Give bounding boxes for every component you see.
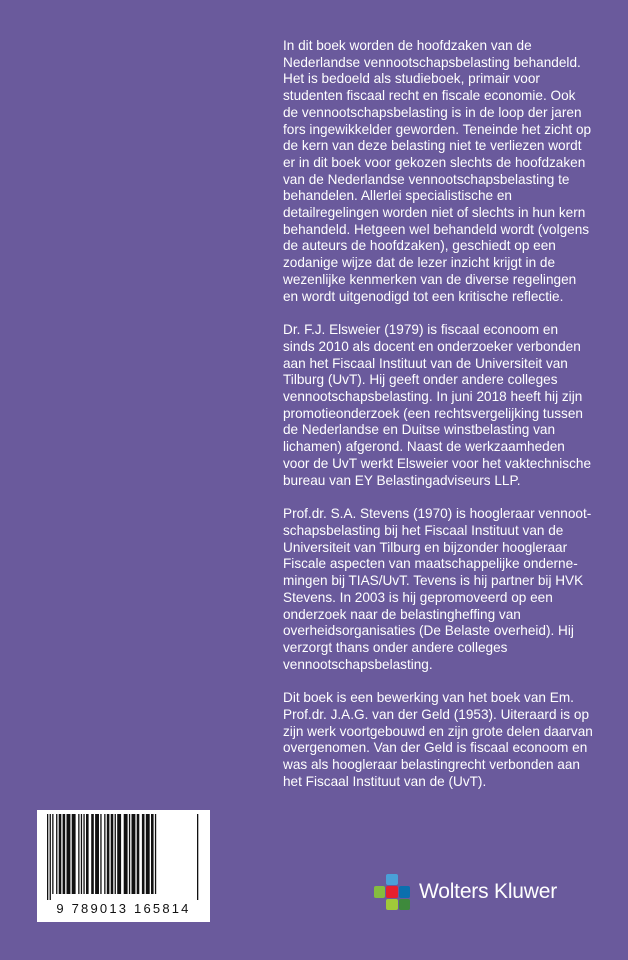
publisher-name: Wolters Kluwer xyxy=(419,880,558,903)
wolters-kluwer-logo-icon xyxy=(374,874,410,910)
description-paragraph: In dit boek worden de hoofdzaken van de Nederlandse vennootschapsbelasting behandeld. Het is bedoeld als studieboek, primair voor studenten fiscaal recht en fiscale economie. Ook de vennootschapsbelasting is in de loop der jaren fors ingewikkelder geworden. Teneinde het zicht op de kern van deze belasting niet te verliezen wordt er in dit boek voor gekozen slechts de hoofdzaken van de Nederlandse vennootschapsbelasting te behandelen. Allerlei specialistische en detailregelingen worden niet of slechts in hun kern behandeld. Hetgeen wel behandeld wordt (volgens de auteurs de hoofdzaken), geschiedt op een zodanige wijze dat de lezer inzicht krijgt in de wezenlijke kenmerken van de diverse regelingen en wordt uitgenodigd tot een kritische reflectie. xyxy=(283,38,592,304)
isbn-barcode xyxy=(37,810,210,922)
publisher-logo xyxy=(374,874,557,910)
author-bio-stevens: Prof.dr. S.A. Stevens (1970) is hoogleraar vennootschapsbelasting bij het Fiscaal Instituut van de Universiteit van Tilburg en bijzonder hoogleraar Fiscale aspecten van maatschappelijke ondernemingen bij TIAS/UvT. Tevens is hij partner bij HVK Stevens. In 2003 is hij gepromoveerd op een onderzoek naar de belastingheffing van overheidsorganisaties (De Belaste overheid). Hij verzorgt thans onder andere colleges vennootschapsbelasting. xyxy=(283,506,592,672)
back-cover-text xyxy=(283,38,593,808)
adaptation-note: Dit boek is een bewerking van het boek van Em. Prof.dr. J.A.G. van der Geld (1953). Uiteraard is op zijn werk voortgebouwd en zijn grote delen daarvan overgenomen. Van der Geld is fiscaal econoom en was als hoogleraar belastingrecht verbonden aan het Fiscaal Instituut van de (UvT). xyxy=(283,690,593,789)
author-bio-elsweier: Dr. F.J. Elsweier (1979) is fiscaal econoom en sinds 2010 als docent en onderzoeker verbonden aan het Fiscaal Instituut van de Universiteit van Tilburg (UvT). Hij geeft onder andere colleges vennootschapsbelasting. In juni 2018 heeft hij zijn promotieonderzoek (een rechtsvergelijking tussen de Nederlandse en Duitse winstbelasting van lichamen) afgerond. Naast de werkzaamheden voor de UvT werkt Elsweier voor het vaktechnische bureau van EY Belastingadviseurs LLP. xyxy=(283,322,592,488)
isbn-number: 9 789013 165814 xyxy=(56,901,191,916)
barcode-bars xyxy=(45,814,202,900)
